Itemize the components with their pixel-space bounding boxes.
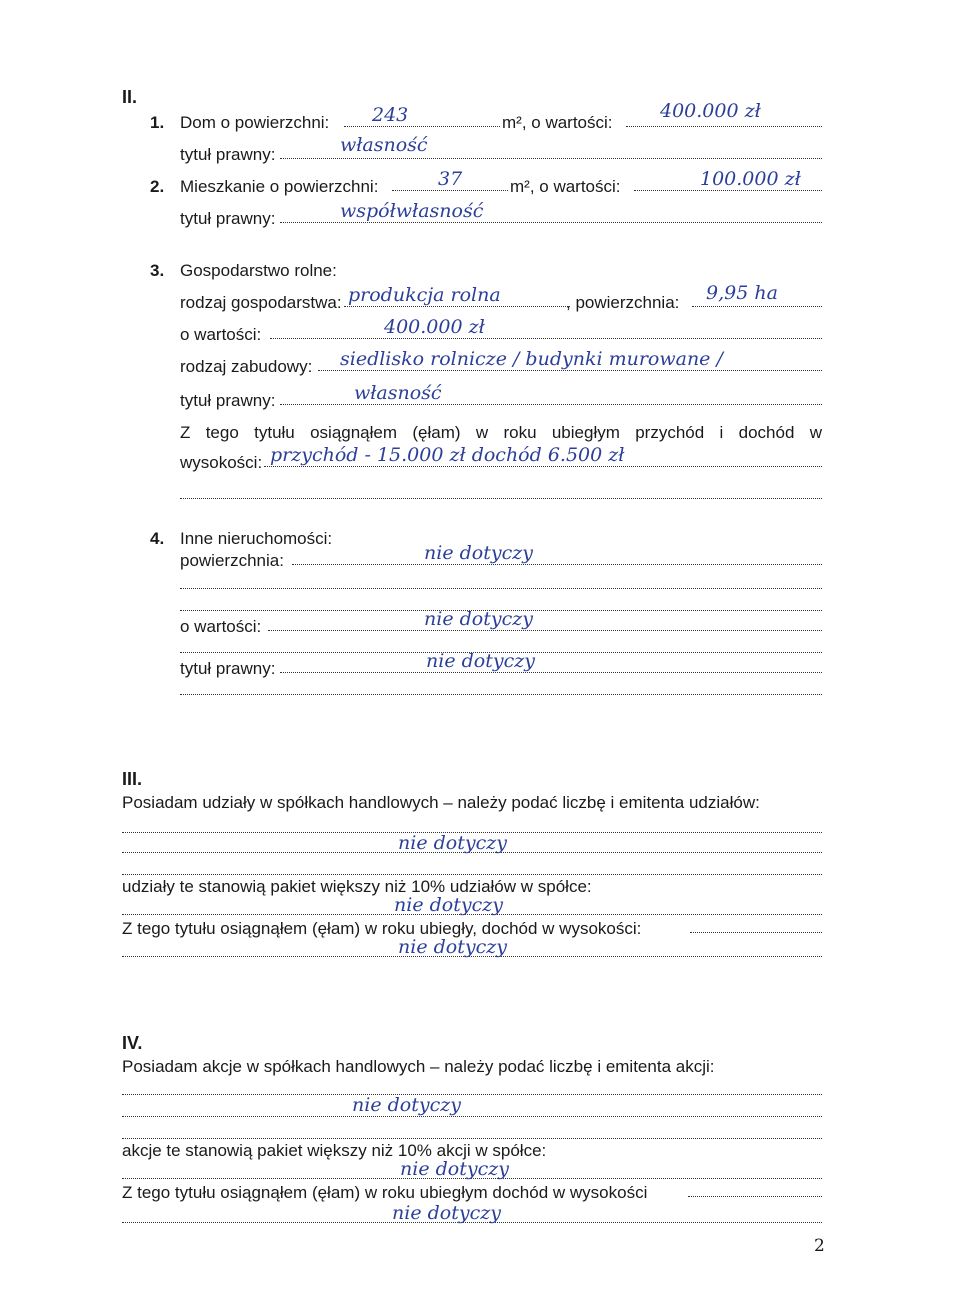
section-iii-answer3[interactable]: nie dotyczy [398, 936, 507, 958]
item1-title-value[interactable]: własność [340, 134, 428, 156]
item3-number: 3. [150, 261, 165, 280]
section-iii-dotline-5 [690, 932, 822, 933]
item4-title-dotline-2 [180, 694, 822, 695]
section-iv-line1: Posiadam akcje w spółkach handlowych – należy podać liczbę i emitenta akcji: [122, 1057, 715, 1076]
item4-area-value[interactable]: nie dotyczy [424, 542, 533, 564]
item3-income-label: wysokości: [180, 453, 263, 472]
item4-label: Inne nieruchomości: [180, 529, 333, 548]
item1-unit-label: m², o wartości: [502, 113, 613, 132]
item1-area-value[interactable]: 243 [372, 104, 409, 126]
section-iii-answer1[interactable]: nie dotyczy [398, 832, 507, 854]
section-iv-dotline-3 [122, 1138, 822, 1139]
item4-title-label: tytuł prawny: [180, 659, 276, 678]
item4-worth-dotline [268, 630, 822, 631]
item2-unit-label: m², o wartości: [510, 177, 621, 196]
item4-area-dotline [292, 564, 822, 565]
section-iii-dotline-3 [122, 874, 822, 875]
item4-title-dotline [280, 672, 822, 673]
item4-area-label: powierzchnia: [180, 551, 284, 570]
section-iv-line3: Z tego tytułu osiągnąłem (ęłam) w roku ubiegłym dochód w wysokości [122, 1183, 648, 1202]
item1-worth-value[interactable]: 400.000 zł [660, 100, 761, 122]
item3-type-label: rodzaj gospodarstwa: [180, 293, 342, 312]
item3-title-dotline [280, 404, 822, 405]
item3-worth-dotline [270, 338, 822, 339]
section-iv-dotline-5 [688, 1196, 822, 1197]
item1-area-label: Dom o powierzchni: [180, 113, 330, 132]
section-iv-answer1[interactable]: nie dotyczy [352, 1094, 461, 1116]
item1-number: 1. [150, 113, 165, 132]
item4-worth-label: o wartości: [180, 617, 262, 636]
item3-income-dotline [264, 466, 822, 467]
item3-type-dotline [344, 306, 570, 307]
item3-area-value[interactable]: 9,95 ha [706, 282, 778, 304]
item3-income-text: Z tego tytułu osiągnąłem (ęłam) w roku ubiegłym przychód i dochód w [180, 423, 822, 442]
item3-type-value[interactable]: produkcja rolna [348, 284, 501, 306]
page-number: 2 [814, 1236, 825, 1256]
item1-title-label: tytuł prawny: [180, 145, 276, 164]
item2-worth-value[interactable]: 100.000 zł [700, 168, 801, 190]
item4-number: 4. [150, 529, 165, 548]
item2-number: 2. [150, 177, 165, 196]
section-iii-heading: III. [122, 769, 143, 789]
item2-title-dotline [280, 222, 822, 223]
section-iii-answer2[interactable]: nie dotyczy [394, 894, 503, 916]
item2-title-value[interactable]: współwłasność [340, 200, 484, 222]
section-iii-line3: Z tego tytułu osiągnąłem (ęłam) w roku ubiegły, dochód w wysokości: [122, 919, 642, 938]
item2-title-label: tytuł prawny: [180, 209, 276, 228]
item3-buildings-label: rodzaj zabudowy: [180, 357, 313, 376]
section-iv-heading: IV. [122, 1033, 143, 1053]
section-iii-line2: udziały te stanowią pakiet większy niż 10% udziałów w spółce: [122, 877, 592, 896]
item3-income-dotline-2 [180, 498, 822, 499]
section-iv-dotline-1 [122, 1094, 822, 1095]
item3-income-value[interactable]: przychód - 15.000 zł dochód 6.500 zł [270, 444, 625, 466]
item1-title-dotline [280, 158, 822, 159]
item3-area-label: , powierzchnia: [566, 293, 680, 312]
item1-area-dotline [344, 126, 500, 127]
item2-area-dotline [392, 190, 508, 191]
item4-title-value[interactable]: nie dotyczy [426, 650, 535, 672]
item2-worth-dotline [634, 190, 822, 191]
item4-area-dotline-2 [180, 588, 822, 589]
item4-worth-value[interactable]: nie dotyczy [424, 608, 533, 630]
item2-area-value[interactable]: 37 [438, 168, 463, 190]
item3-area-dotline [692, 306, 822, 307]
section-iv-answer3[interactable]: nie dotyczy [392, 1202, 501, 1224]
item3-buildings-dotline [318, 370, 822, 371]
item3-title-label: tytuł prawny: [180, 391, 276, 410]
item1-worth-dotline [626, 126, 822, 127]
item3-title-value[interactable]: własność [354, 382, 442, 404]
section-iv-dotline-2 [122, 1116, 822, 1117]
section-ii-heading: II. [122, 87, 138, 107]
item3-label: Gospodarstwo rolne: [180, 261, 337, 280]
item2-area-label: Mieszkanie o powierzchni: [180, 177, 379, 196]
section-iii-line1: Posiadam udziały w spółkach handlowych – należy podać liczbę i emitenta udziałów: [122, 793, 760, 812]
item3-buildings-value[interactable]: siedlisko rolnicze / budynki murowane / [340, 348, 723, 370]
item3-worth-label: o wartości: [180, 325, 262, 344]
item3-worth-value[interactable]: 400.000 zł [384, 316, 485, 338]
section-iv-answer2[interactable]: nie dotyczy [400, 1158, 509, 1180]
section-iv-line2: akcje te stanowią pakiet większy niż 10% akcji w spółce: [122, 1141, 547, 1160]
